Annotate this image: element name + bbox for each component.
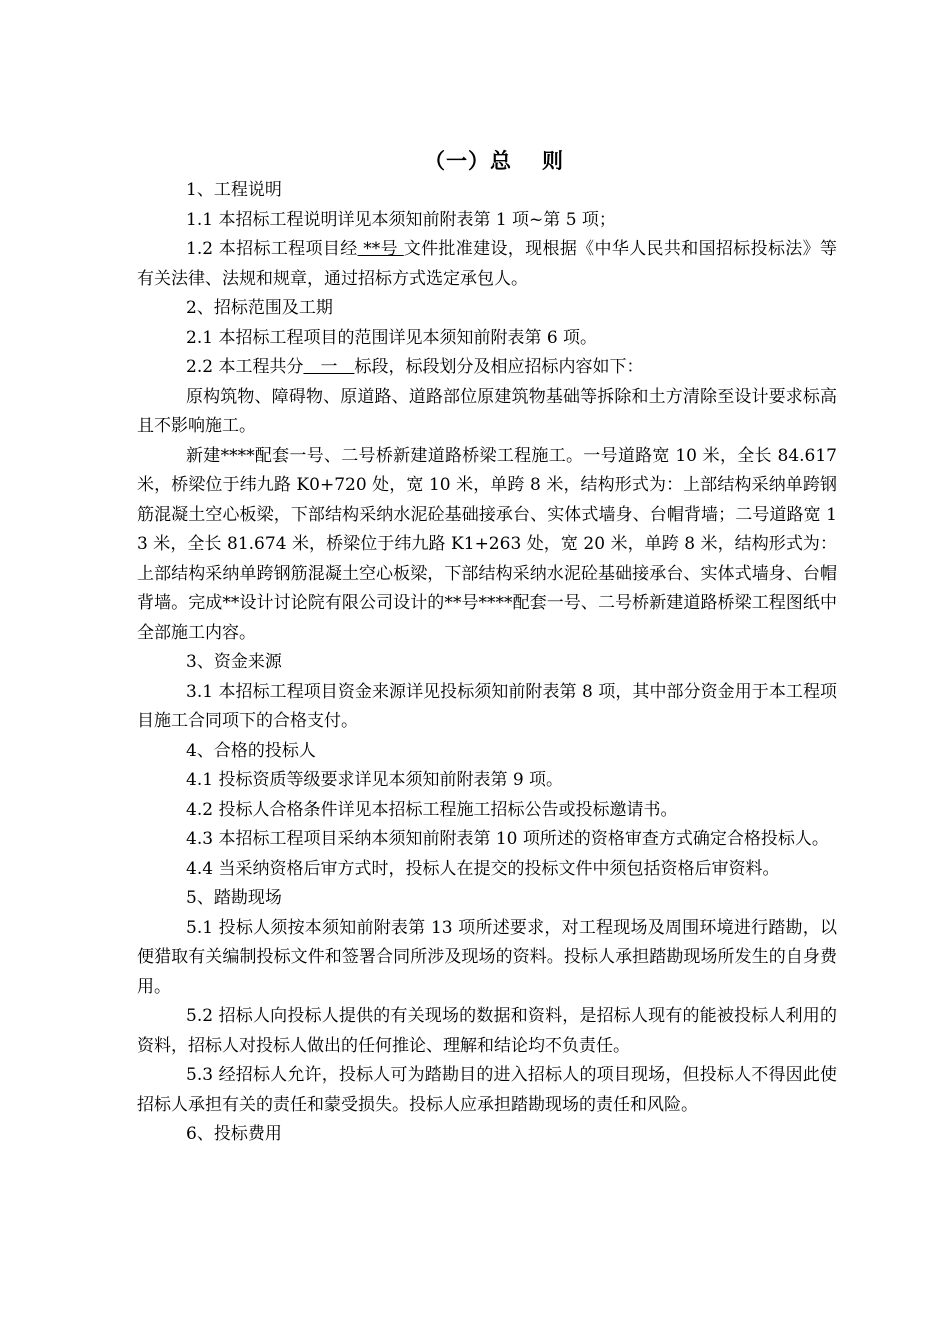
clause-4-1: 4.1 投标资质等级要求详见本须知前附表第 9 项。 bbox=[186, 770, 564, 790]
section-title-part1: （一）总 bbox=[424, 148, 512, 173]
heading-site-visit: 5、踏勘现场 bbox=[186, 888, 282, 908]
clause-1-1: 1.1 本招标工程说明详见本须知前附表第 1 项~第 5 项； bbox=[186, 209, 616, 230]
clause-2-1: 2.1 本招标工程项目的范围详见本须知前附表第 6 项。 bbox=[186, 327, 598, 348]
section-title-part2: 则 bbox=[542, 148, 564, 173]
clause-4-3: 4.3 本招标工程项目采纳本须知前附表第 10 项所述的资格审查方式确定合格投标人。 bbox=[186, 829, 829, 849]
clause-5-1: 5.1 投标人须按本须知前附表第 13 项所述要求，对工程现场及周围环境进行踏勘，以便猎取有关编制投标文件和签署合同所涉及现场的资料。投标人承担踏勘现场所发生的自身费用。 bbox=[137, 917, 837, 997]
heading-eligible-bidders: 4、合格的投标人 bbox=[186, 740, 316, 761]
clause-1-2 bbox=[137, 235, 837, 294]
heading-bid-costs: 6、投标费用 bbox=[186, 1124, 282, 1144]
clause-4-2: 4.2 投标人合格条件详见本招标工程施工招标公告或投标邀请书。 bbox=[186, 799, 678, 820]
clause-2-2-text-a: 2.2 本工程共分 bbox=[186, 357, 304, 377]
clause-2-2-section-count: 一 bbox=[303, 357, 355, 377]
document-body bbox=[137, 146, 837, 1150]
clause-5-2: 5.2 招标人向投标人提供的有关现场的数据和资料，是招标人现有的能被投标人利用的资料，招标人对投标人做出的任何推论、理解和结论均不负责任。 bbox=[137, 1006, 837, 1056]
clause-2-2-text-b: 标段，标段划分及相应招标内容如下： bbox=[354, 357, 644, 377]
clause-3-1: 3.1 本招标工程项目资金来源详见投标须知前附表第 8 项，其中部分资金用于本工程项目施工合同项下的合格支付。 bbox=[137, 681, 837, 731]
heading-scope-and-duration: 2、招标范围及工期 bbox=[186, 298, 333, 318]
heading-project-description: 1、工程说明 bbox=[186, 180, 282, 200]
scope-demolition: 原构筑物、障碍物、原道路、道路部位原建筑物基础等拆除和土方清除至设计要求标高且不影响施工。 bbox=[137, 386, 837, 436]
scope-construction: 新建****配套一号、二号桥新建道路桥梁工程施工。一号道路宽 10 米，全长 84.617 米，桥梁位于纬九路 K0+720 处，宽 10 米，单跨 8 米，结构形式为：上部结构采纳单跨钢筋混凝土空心板梁，下部结构采纳水泥砼基础接承台、实体式墙身、台帽背墙；二号道路宽 13 米，全长 81.674 米，桥梁位于纬九路 K1+263 处，宽 20 米，单跨 8 米，结构形式为：上部结构采纳单跨钢筋混凝土空心板梁，下部结构采纳水泥砼基础接承台、实体式墙身、台帽背墙。完成**设计讨论院有限公司设计的**号****配套一号、二号桥新建道路桥梁工程图纸中全部施工内容。 bbox=[137, 445, 837, 643]
clause-2-2 bbox=[137, 353, 837, 383]
clause-1-2-text-b: 文件批准建设，现根据《中华人民共和国招标投标法》等有关法律、法规和规章，通过招标方式选定承包人。 bbox=[137, 239, 837, 289]
clause-1-2-document-number: **号 bbox=[357, 239, 404, 259]
heading-funding-source: 3、资金来源 bbox=[186, 652, 282, 672]
clause-4-4: 4.4 当采纳资格后审方式时，投标人在提交的投标文件中须包括资格后审资料。 bbox=[186, 858, 780, 879]
clause-1-2-text-a: 1.2 本招标工程项目经 bbox=[186, 239, 358, 259]
section-title bbox=[137, 146, 837, 176]
clause-5-3: 5.3 经招标人允许，投标人可为踏勘目的进入招标人的项目现场，但投标人不得因此使招标人承担有关的责任和蒙受损失。投标人应承担踏勘现场的责任和风险。 bbox=[137, 1065, 837, 1115]
